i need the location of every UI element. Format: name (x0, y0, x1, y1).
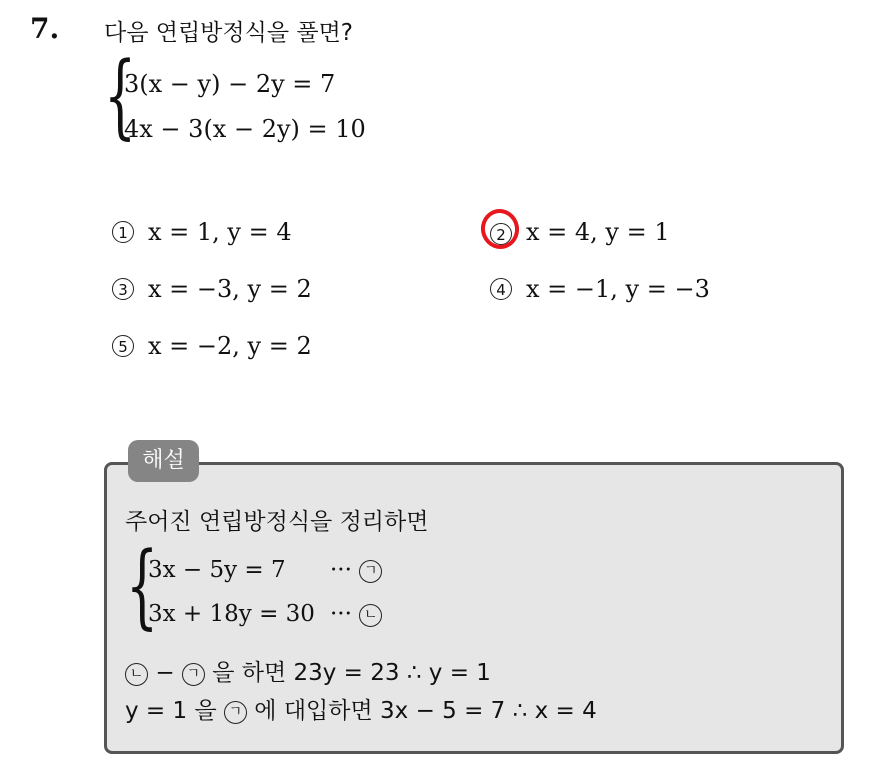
choice-number-2-wrapper (490, 218, 512, 246)
choice-number-2: 2 (490, 223, 512, 245)
selected-answer-circle-mark (477, 205, 522, 252)
system-brace: { (104, 42, 137, 149)
solution-step-1 (125, 654, 491, 687)
choice-text-3: x = −3, y = 2 (148, 275, 312, 303)
choice-5[interactable] (112, 332, 312, 360)
label-nieun-2: ㄴ (125, 663, 148, 686)
question-prompt: 다음 연립방정식을 풀면? (104, 20, 354, 46)
solution-step-1-text: 을 하면 23y = 23 ∴ y = 1 (212, 660, 491, 686)
label-giyeok-1: ㄱ (359, 560, 382, 583)
solution-step-2 (125, 692, 597, 725)
choice-number-1: 1 (112, 221, 134, 243)
system-equation-1: 3(x − y) − 2y = 7 (124, 70, 336, 98)
choice-text-5: x = −2, y = 2 (148, 332, 312, 360)
choice-text-4: x = −1, y = −3 (526, 275, 710, 303)
dots-1: ··· (330, 557, 352, 583)
solution-eq2-tag (330, 601, 382, 627)
solution-step-2-after: 에 대입하면 3x − 5 = 7 ∴ x = 4 (254, 698, 597, 724)
choice-number-3: 3 (112, 278, 134, 300)
choice-text-2: x = 4, y = 1 (526, 218, 670, 246)
solution-eq1-tag (330, 557, 382, 583)
system-equation-2: 4x − 3(x − 2y) = 10 (124, 115, 366, 143)
choice-4[interactable] (490, 275, 710, 303)
solution-step-2-before: y = 1 을 (125, 698, 224, 724)
label-giyeok-2: ㄱ (182, 663, 205, 686)
solution-system-brace: { (126, 532, 159, 639)
label-nieun-1: ㄴ (359, 604, 382, 627)
solution-equation-1 (148, 557, 286, 583)
solution-intro: 주어진 연립방정식을 정리하면 (125, 509, 429, 535)
choice-number-4: 4 (490, 278, 512, 300)
choice-1[interactable] (112, 218, 292, 246)
minus-sign: − (155, 660, 175, 686)
choice-text-1: x = 1, y = 4 (148, 218, 292, 246)
question-number: 7. (30, 12, 60, 45)
solution-equation-2 (148, 601, 315, 627)
label-giyeok-3: ㄱ (224, 701, 247, 724)
solution-eq1-text: 3x − 5y = 7 (148, 557, 286, 583)
choice-number-5: 5 (112, 335, 134, 357)
solution-label: 해설 (128, 440, 199, 482)
choice-2[interactable] (490, 218, 670, 246)
choice-3[interactable] (112, 275, 312, 303)
dots-2: ··· (330, 601, 352, 627)
solution-eq2-text: 3x + 18y = 30 (148, 601, 315, 627)
